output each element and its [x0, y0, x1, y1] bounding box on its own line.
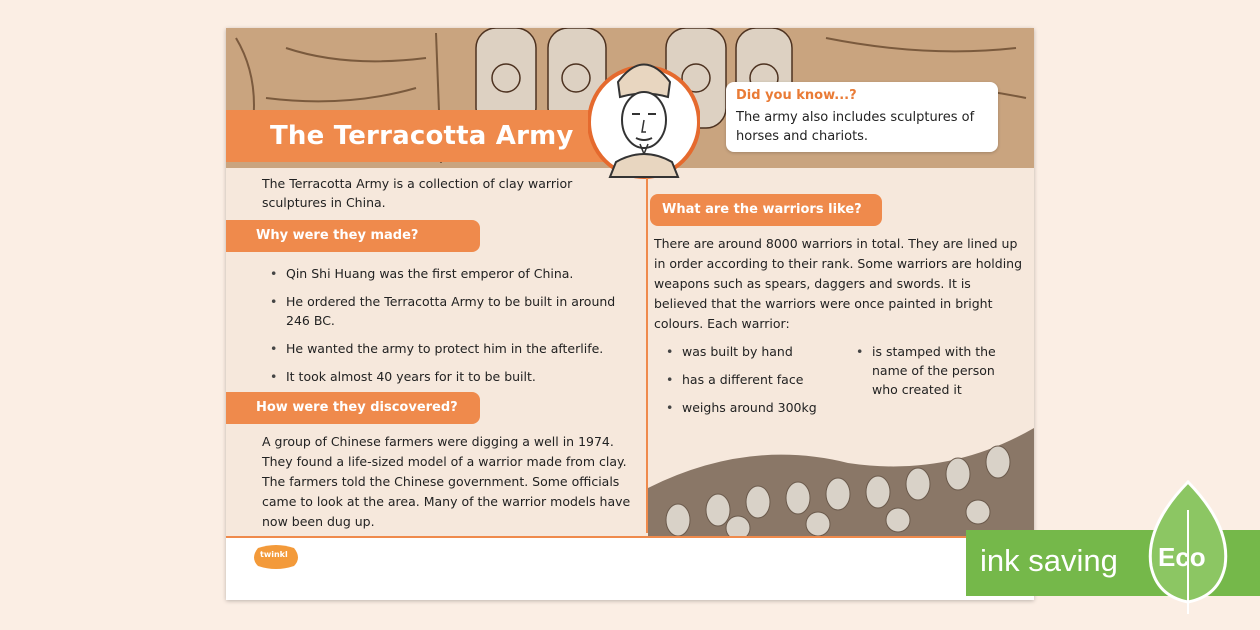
how-text: A group of Chinese farmers were digging a well in 1974. They found a life-sized model of a warrior made from clay. The farmers told the Chinese government. Some officials came to look at the area. Many of the warrior models have now been dug up. — [262, 434, 631, 529]
intro-text: The Terracotta Army is a collection of clay warrior sculptures in China. — [262, 176, 573, 210]
ink-saving-text: ink saving — [980, 543, 1118, 578]
warriors-text: There are around 8000 warriors in total. They are lined up in order according to their rank. Some warriors are holding weapons such as spears, daggers and swords. It is believed that the warriors were once painted in bright colours. Each warrior: — [654, 236, 1023, 331]
warriors-heading: What are the warriors like? — [650, 194, 882, 226]
how-heading: How were they discovered? — [226, 392, 480, 424]
list-item: • It took almost 40 years for it to be built. — [270, 367, 620, 386]
did-you-know-text: The army also includes sculptures of horses and chariots. — [736, 110, 975, 144]
list-item: • weighs around 300kg — [666, 398, 866, 417]
list-item: • is stamped with the name of the person who created it — [856, 342, 1016, 399]
did-you-know-box — [726, 82, 998, 152]
twinkl-logo-text: twinkl — [260, 550, 288, 559]
list-item: • was built by hand — [666, 342, 866, 361]
terracotta-photo — [648, 428, 1034, 536]
page-title: The Terracotta Army — [270, 121, 574, 151]
list-item: • He wanted the army to protect him in the afterlife. — [270, 339, 620, 358]
why-list — [270, 264, 620, 395]
footer — [226, 538, 1034, 600]
eco-label: Eco — [1158, 542, 1206, 572]
warriors-list-left — [666, 342, 866, 426]
why-heading: Why were they made? — [226, 220, 480, 252]
list-item: • Qin Shi Huang was the first emperor of China. — [270, 264, 620, 283]
did-you-know-heading: Did you know...? — [736, 88, 857, 103]
list-item: • has a different face — [666, 370, 866, 389]
warriors-list-right — [856, 342, 1016, 408]
poster-sheet — [226, 28, 1034, 600]
emperor-portrait-icon — [588, 42, 700, 182]
list-item: • He ordered the Terracotta Army to be built in around 246 BC. — [270, 292, 620, 330]
